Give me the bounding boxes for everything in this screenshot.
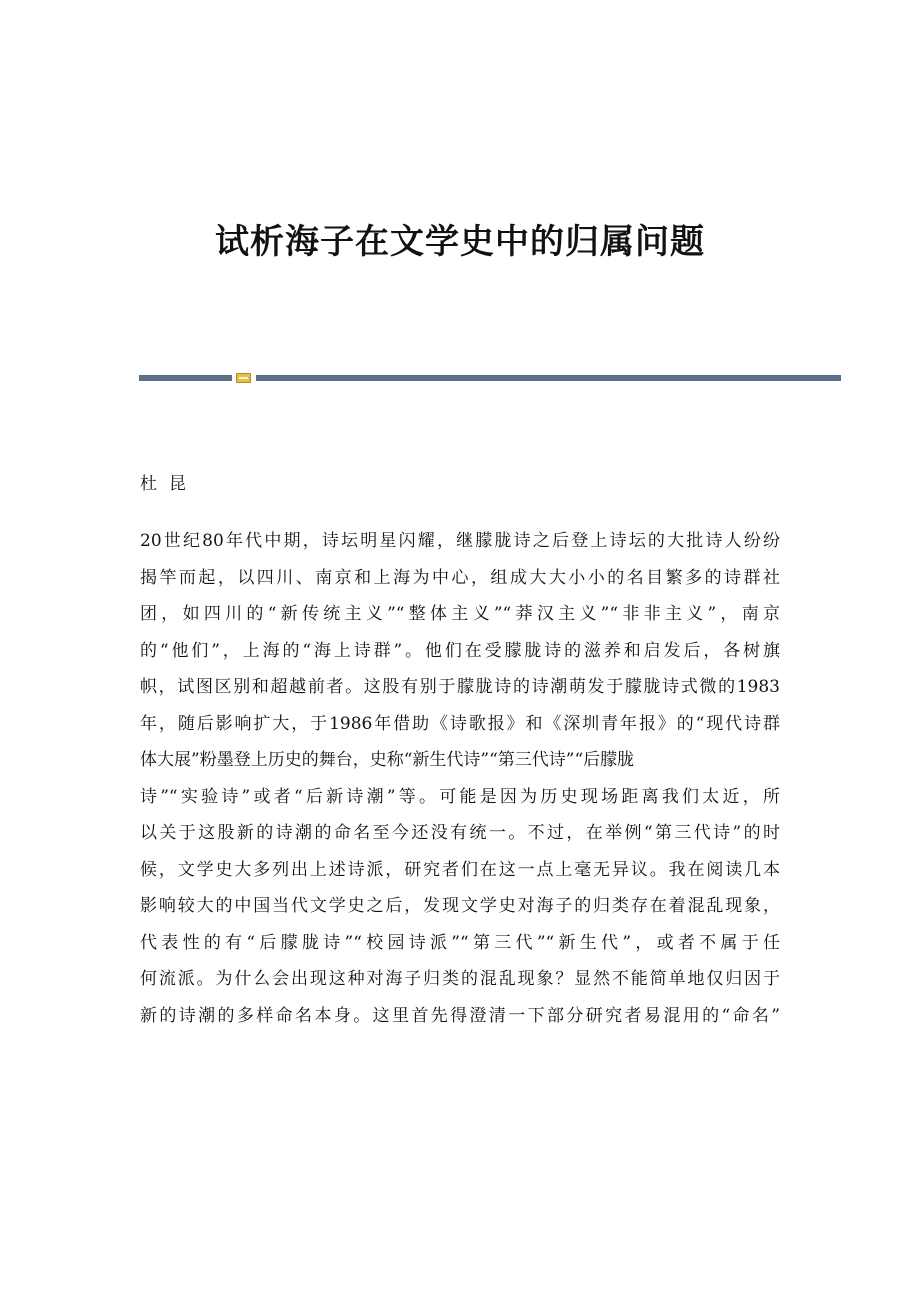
text-line: 20世纪80年代中期，诗坛明星闪耀，继朦胧诗之后登上诗坛的大批诗人纷纷 [140, 531, 780, 551]
text-line: 诗”“实验诗”或者“后新诗潮”等。可能是因为历史现场距离我们太近，所 [140, 786, 780, 807]
text-line: 体大展”粉墨登上历史的舞台，史称“新生代诗”“第三代诗”“后朦胧 [140, 750, 635, 770]
title-divider [139, 374, 841, 382]
text-line: 年，随后影响扩大，于1986年借助《诗歌报》和《深圳青年报》的“现代诗群 [140, 713, 781, 734]
text-line: 候，文学史大多列出上述诗派，研究者们在这一点上毫无异议。我在阅读几本 [140, 859, 780, 880]
text-line: 揭竿而起，以四川、南京和上海为中心，组成大大小小的名目繁多的诗群社 [140, 567, 780, 588]
divider-ornament-icon [236, 373, 251, 383]
text-line: 何流派。为什么会出现这种对海子归类的混乱现象？显然不能简单地仅归因于 [140, 969, 780, 989]
text-line: 以关于这股新的诗潮的命名至今还没有统一。不过，在举例“第三代诗”的时 [140, 823, 780, 843]
text-line: 新的诗潮的多样命名本身。这里首先得澄清一下部分研究者易混用的“命名” [140, 1005, 780, 1026]
body-paragraph [140, 523, 780, 1034]
text-line: 影响较大的中国当代文学史之后，发现文学史对海子的归类存在着混乱现象， [140, 896, 780, 916]
divider-bar-right [256, 375, 841, 381]
divider-bar-left [139, 375, 232, 381]
text-line: 代表性的有“后朦胧诗”“校园诗派”“第三代”“新生代”，或者不属于任 [140, 932, 780, 953]
text-line: 的“他们”，上海的“海上诗群”。他们在受朦胧诗的滋养和启发后，各树旗 [140, 640, 780, 661]
text-line: 帜，试图区别和超越前者。这股有别于朦胧诗的诗潮萌发于朦胧诗式微的1983 [140, 677, 780, 697]
document-title: 试析海子在文学史中的归属问题 [215, 222, 705, 262]
text-line: 团，如四川的“新传统主义”“整体主义”“莽汉主义”“非非主义”，南京 [140, 604, 780, 624]
author-name: 杜昆 [140, 474, 198, 494]
